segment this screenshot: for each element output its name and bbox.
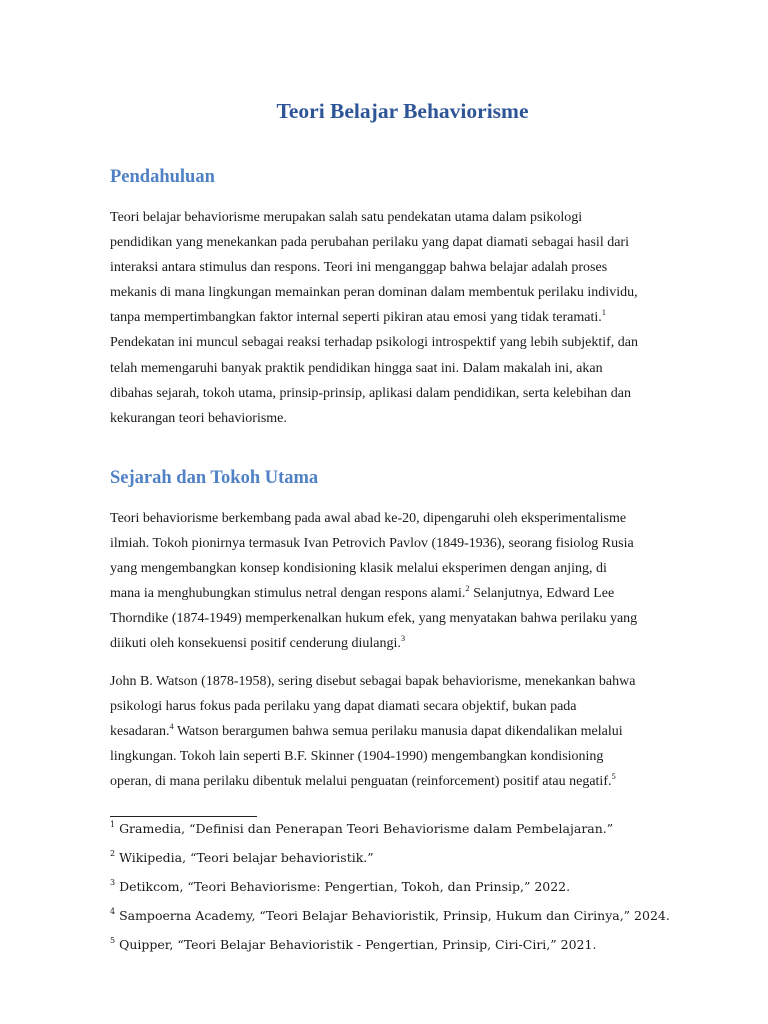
footnote-text: Wikipedia, “Teori belajar behavioristik.”	[115, 850, 374, 865]
footnote-ref[interactable]: 1	[601, 306, 607, 317]
text-line: kekurangan teori behaviorisme.	[110, 410, 287, 426]
footnote-ref[interactable]: 5	[611, 770, 616, 781]
section-heading-pendahuluan: Pendahuluan	[110, 167, 215, 187]
footnote-ref[interactable]: 2	[465, 582, 470, 593]
text-segment: Selanjutnya, Edward Lee	[469, 586, 615, 602]
text-segment: mana ia menghubungkan stimulus netral dengan respons alami.	[110, 586, 466, 602]
paragraph-sejarah-2	[110, 669, 695, 794]
document-page	[110, 0, 695, 1024]
text-segment: Watson berargumen bahwa semua perilaku manusia dapat dikendalikan melalui	[173, 724, 623, 740]
footnote-text: Detikcom, “Teori Behaviorisme: Pengertian, Tokoh, dan Prinsip,” 2022.	[115, 879, 571, 894]
text-line: Teori belajar behaviorisme merupakan salah satu pendekatan utama dalam psikologi	[110, 210, 583, 225]
footnote-ref[interactable]: 3	[400, 632, 406, 643]
footnote-number: 4	[110, 906, 116, 916]
paragraph-sejarah-1	[110, 506, 695, 657]
text-line: Teori behaviorisme berkembang pada awal abad ke-20, dipengaruhi oleh eksperimentalisme	[110, 511, 627, 526]
footnote-3	[110, 878, 570, 896]
text-line: ilmiah. Tokoh pionirnya termasuk Ivan Petrovich Pavlov (1849-1936), seorang fisiolog Rusia	[110, 536, 634, 552]
footnote-number: 5	[110, 935, 116, 945]
text-line	[110, 581, 695, 606]
text-line: John B. Watson (1878-1958), sering disebut sebagai bapak behaviorisme, menekankan bahwa	[110, 674, 636, 689]
paragraph-pendahuluan	[110, 205, 695, 431]
footnote-2	[110, 849, 374, 867]
footnote-4	[110, 907, 670, 925]
footnote-ref[interactable]: 4	[169, 720, 174, 731]
text-line: dibahas sejarah, tokoh utama, prinsip-prinsip, aplikasi dalam pendidikan, serta kelebihan dan	[110, 385, 631, 401]
text-segment: diikuti oleh konsekuensi positif cenderung diulangi.	[110, 636, 401, 652]
text-line: Thorndike (1874-1949) memperkenalkan hukum efek, yang menyatakan bahwa perilaku yang	[110, 611, 638, 627]
text-line	[110, 769, 695, 794]
text-line: Pendekatan ini muncul sebagai reaksi terhadap psikologi introspektif yang lebih subjektif, dan	[110, 335, 638, 351]
footnote-text: Quipper, “Teori Belajar Behavioristik - Pengertian, Prinsip, Ciri-Ciri,” 2021.	[115, 937, 597, 952]
text-line: lingkungan. Tokoh lain seperti B.F. Skinner (1904-1990) mengembangkan kondisioning	[110, 749, 604, 765]
text-line: psikologi harus fokus pada perilaku yang dapat diamati secara objektif, bukan pada	[110, 699, 577, 715]
text-line: mekanis di mana lingkungan memainkan peran dominan dalam membentuk perilaku individu,	[110, 285, 638, 301]
text-line: yang mengembangkan konsep kondisioning klasik melalui eksperimen dengan anjing, di	[110, 561, 607, 577]
footnote-text: Sampoerna Academy, “Teori Belajar Behavioristik, Prinsip, Hukum dan Cirinya,” 2024.	[115, 908, 670, 923]
footnote-separator	[110, 816, 257, 817]
text-line	[110, 631, 695, 656]
footnote-text: Gramedia, “Definisi dan Penerapan Teori Behaviorisme dalam Pembelajaran.”	[115, 821, 614, 836]
text-line: interaksi antara stimulus dan respons. Teori ini menganggap bahwa belajar adalah proses	[110, 260, 608, 276]
text-segment: tanpa mempertimbangkan faktor internal seperti pikiran atau emosi yang tidak teramati.	[110, 310, 602, 326]
section-heading-sejarah: Sejarah dan Tokoh Utama	[110, 468, 319, 488]
footnote-1	[110, 820, 613, 838]
footnote-number: 2	[110, 848, 116, 858]
text-line: telah memengaruhi banyak praktik pendidikan hingga saat ini. Dalam makalah ini, akan	[110, 360, 603, 376]
text-line: pendidikan yang menekankan pada perubahan perilaku yang dapat diamati sebagai hasil dari	[110, 235, 629, 251]
text-segment: operan, di mana perilaku dibentuk melalui penguatan (reinforcement) positif atau negatif.	[110, 774, 612, 790]
page-title: Teori Belajar Behaviorisme	[276, 99, 529, 123]
text-segment: kesadaran.	[110, 724, 170, 740]
footnote-5	[110, 936, 596, 954]
footnote-number: 1	[110, 819, 116, 829]
text-line	[110, 305, 695, 330]
footnote-number: 3	[110, 877, 116, 887]
text-line	[110, 719, 695, 744]
